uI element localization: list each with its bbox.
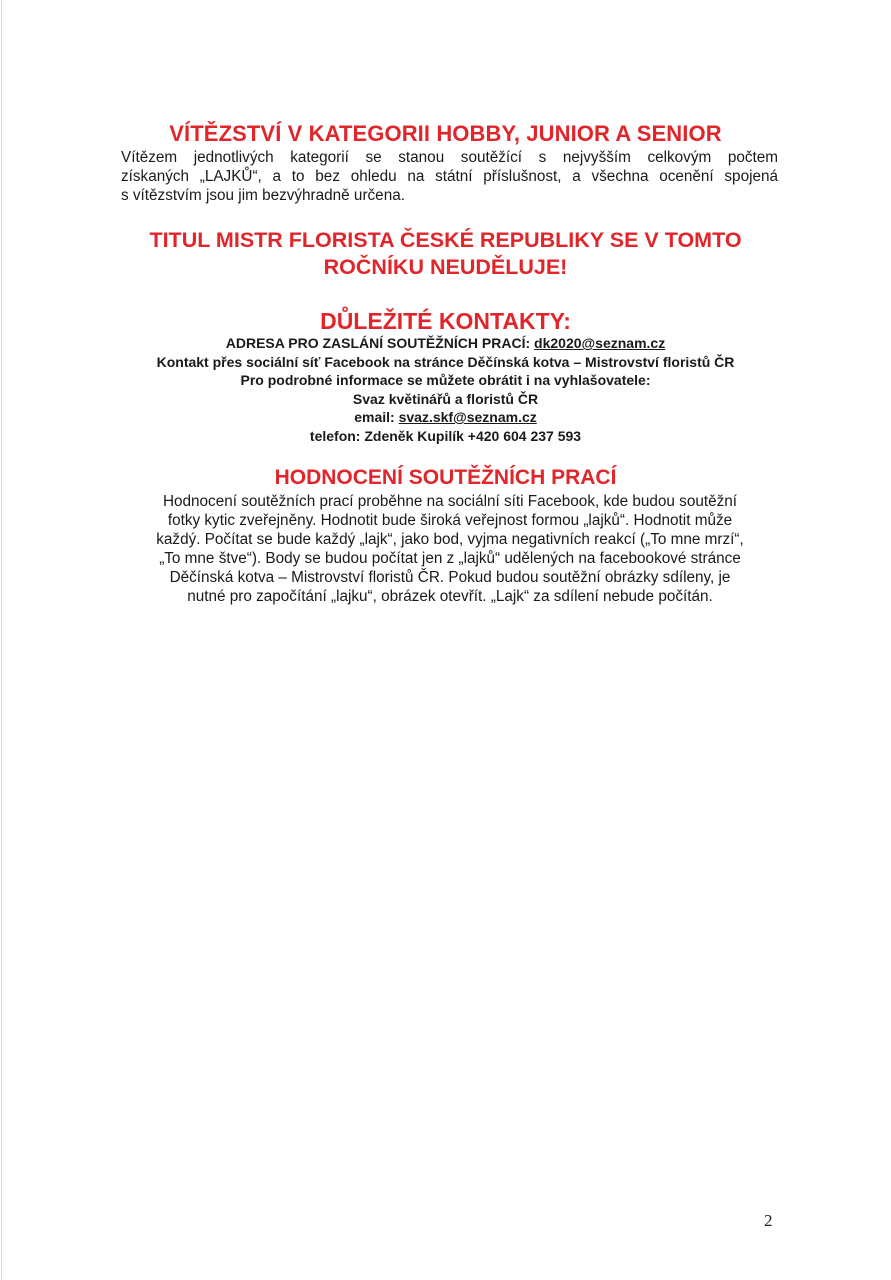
- address-email-link[interactable]: dk2020@seznam.cz: [534, 335, 666, 351]
- email-label: email:: [354, 409, 399, 425]
- organizer-name: Svaz květinářů a floristů ČR: [352, 390, 539, 407]
- contacts-list: [0, 334, 891, 445]
- title-notice-section: [0, 227, 891, 281]
- victory-line-2: získaných „LAJKŮ“, a to bez ohledu na státní příslušnost, a všechna ocenění spojená: [121, 168, 778, 185]
- email-line: [0, 408, 891, 427]
- evaluation-line-6: nutné pro započítání „lajku“, obrázek otevřít. „Lajk“ za sdílení nebude počítán.: [187, 588, 713, 605]
- page-edge: [1, 0, 2, 1280]
- evaluation-heading: HODNOCENÍ SOUTĚŽNÍCH PRACÍ: [274, 466, 617, 489]
- title-notice-line-1: TITUL MISTR FLORISTA ČESKÉ REPUBLIKY SE V TOMTO: [149, 228, 742, 252]
- evaluation-section: [0, 465, 891, 491]
- contacts-heading: DŮLEŽITÉ KONTAKTY:: [320, 308, 571, 334]
- victory-heading: VÍTĚZSTVÍ V KATEGORII HOBBY, JUNIOR A SENIOR: [169, 121, 722, 146]
- contacts-section: [0, 307, 891, 335]
- address-line: [0, 334, 891, 353]
- title-notice-line-2: ROČNÍKU NEUDĚLUJE!: [323, 255, 568, 279]
- victory-line-1: Vítězem jednotlivých kategorií se stanou soutěžící s nejvyšším celkovým počtem: [121, 149, 778, 166]
- evaluation-line-1: Hodnocení soutěžních prací proběhne na sociální síti Facebook, kde budou soutěžní: [162, 493, 737, 510]
- evaluation-paragraph: [100, 492, 800, 606]
- victory-paragraph: [121, 148, 778, 205]
- victory-line-3: s vítězstvím jsou jim bezvýhradně určena.: [121, 187, 405, 204]
- evaluation-line-5: Děčínská kotva – Mistrovství floristů ČR. Pokud budou soutěžní obrázky sdíleny, je: [169, 569, 731, 586]
- victory-section: [0, 121, 891, 147]
- evaluation-line-4: „To mne štve“). Body se budou počítat jen z „lajků“ udělených na facebookové stránce: [159, 550, 741, 567]
- page-number: 2: [764, 1211, 773, 1230]
- facebook-line: Kontakt přes sociální síť Facebook na stránce Děčínská kotva – Mistrovství floristů ČR: [156, 353, 735, 370]
- phone-line: telefon: Zdeněk Kupilík +420 604 237 593: [309, 427, 582, 444]
- evaluation-line-3: každý. Počítat se bude každý „lajk“, jako bod, vyjma negativních reakcí („To mne mrzí“,: [156, 531, 744, 548]
- evaluation-line-2: fotky kytic zveřejněny. Hodnotit bude široká veřejnost formou „lajků“. Hodnotit může: [167, 512, 733, 529]
- address-label: ADRESA PRO ZASLÁNÍ SOUTĚŽNÍCH PRACÍ:: [225, 335, 535, 351]
- organizer-email-link[interactable]: svaz.skf@seznam.cz: [398, 409, 537, 425]
- info-line: Pro podrobné informace se můžete obrátit i na vyhlašovatele:: [240, 372, 651, 388]
